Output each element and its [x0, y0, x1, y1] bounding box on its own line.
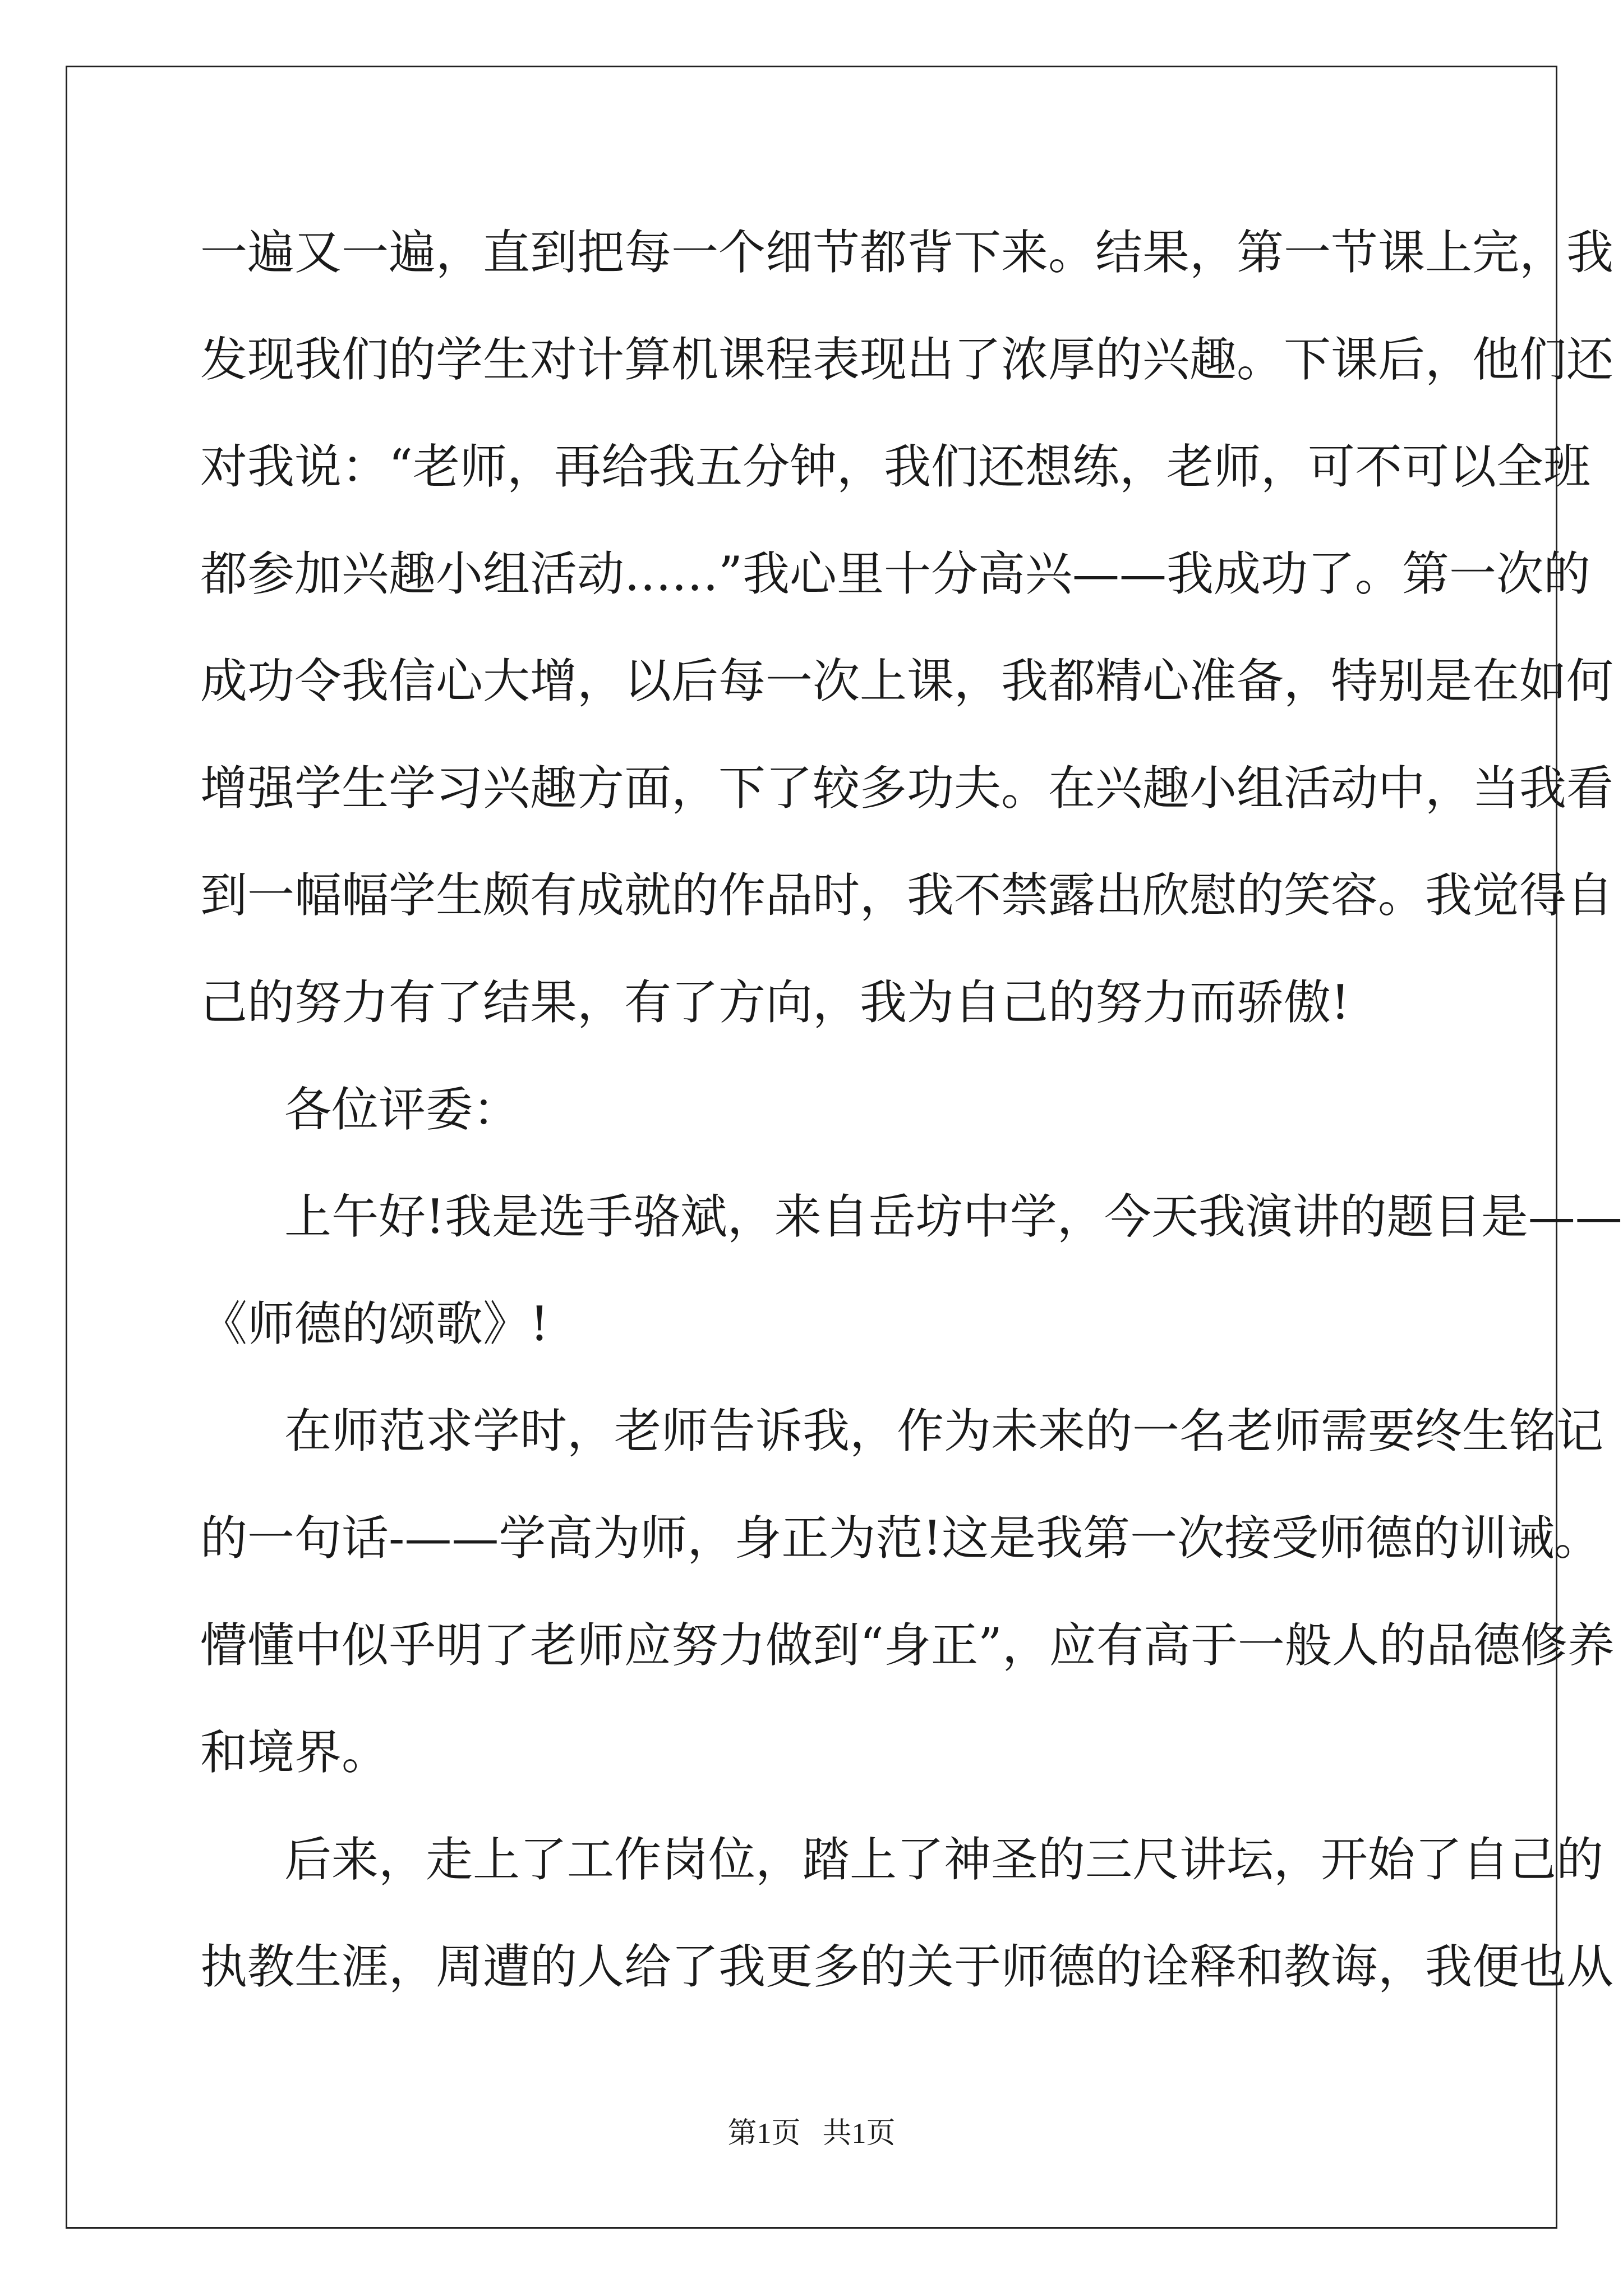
text-line: 《师德的颂歌》!: [200, 1296, 549, 1351]
text-line: 发现我们的学生对计算机课程表现出了浓厚的兴趣。下课后，他们还: [200, 332, 1614, 387]
text-line: 执教生涯，周遭的人给了我更多的关于师德的诠释和教诲，我便也从: [200, 1939, 1614, 1994]
text-line: 都参加兴趣小组活动……”我心里十分高兴——我成功了。第一次的: [200, 546, 1590, 601]
text-line: 和境界。: [200, 1725, 389, 1780]
page-total: 共1页: [822, 2118, 896, 2150]
text-line: 后来，走上了工作岗位，踏上了神圣的三尺讲坛，开始了自己的: [284, 1832, 1604, 1887]
page-footer: [0, 2109, 1623, 2151]
text-line: 成功令我信心大增，以后每一次上课，我都精心准备，特别是在如何: [200, 654, 1614, 708]
document-body: [200, 219, 1622, 2040]
text-line: 在师范求学时，老师告诉我，作为未来的一名老师需要终生铭记: [284, 1404, 1604, 1458]
text-line: 各位评委：: [284, 1082, 520, 1137]
text-line: 的一句话-——学高为师，身正为范!这是我第一次接受师德的训诫。: [200, 1511, 1602, 1566]
text-line: 懵懂中似乎明了老师应努力做到“身正”，应有高于一般人的品德修养: [200, 1618, 1615, 1673]
text-line: 己的努力有了结果，有了方向，我为自己的努力而骄傲!: [200, 975, 1350, 1030]
page-number: 第1页: [727, 2118, 801, 2150]
text-line: 上午好!我是选手骆斌，来自岳坊中学，今天我演讲的题目是——: [284, 1189, 1622, 1244]
text-line: 增强学生学习兴趣方面，下了较多功夫。在兴趣小组活动中，当我看: [200, 761, 1614, 816]
text-line: 对我说：“老师，再给我五分钟，我们还想练，老师，可不可以全班: [200, 439, 1590, 494]
text-line: 一遍又一遍，直到把每一个细节都背下来。结果，第一节课上完，我: [200, 225, 1614, 280]
text-line: 到一幅幅学生颇有成就的作品时，我不禁露出欣慰的笑容。我觉得自: [200, 868, 1614, 923]
